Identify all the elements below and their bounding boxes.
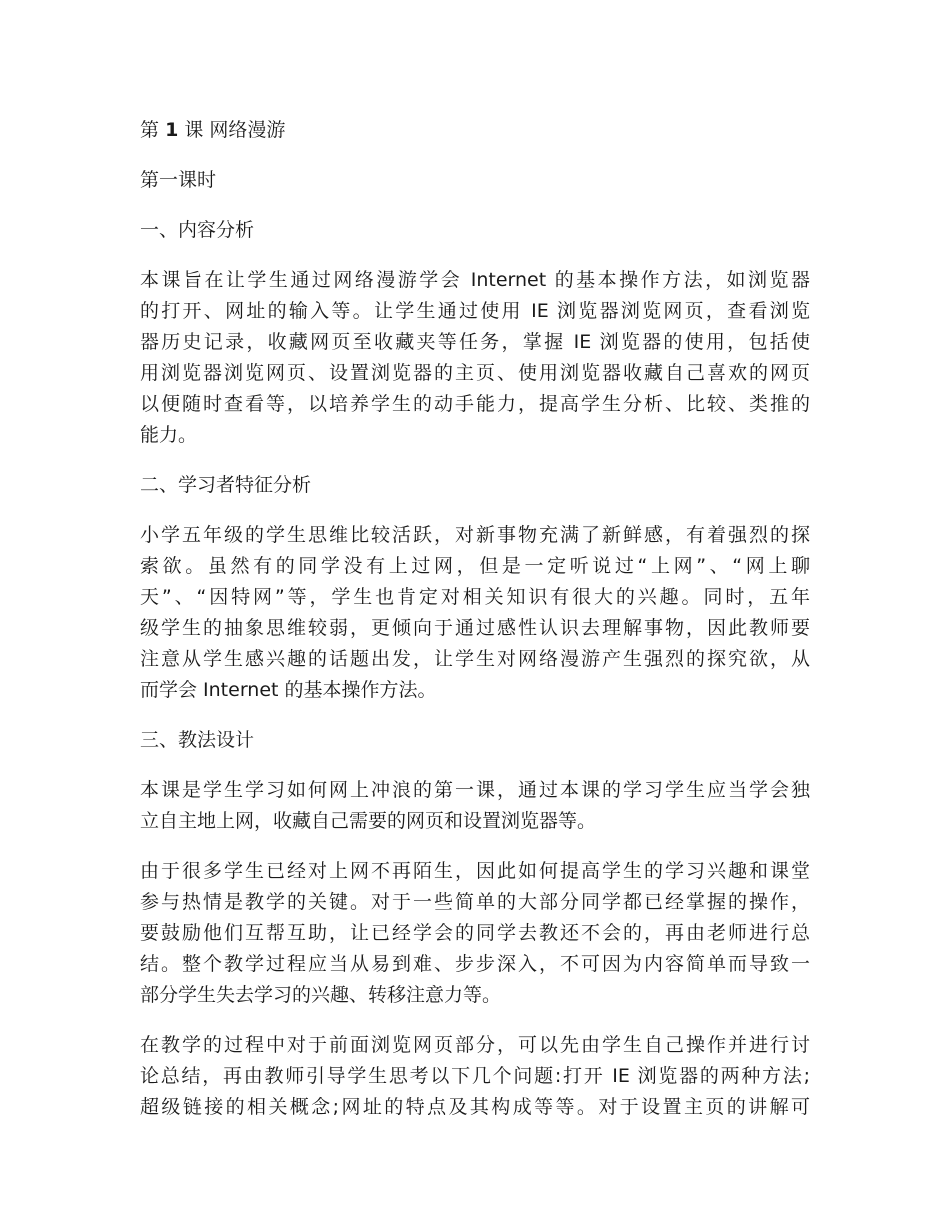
section-3-paragraph-3 — [140, 1030, 810, 1123]
paragraph-line: 级学生的抽象思维较弱，更倾向于通过感性认识去理解事物，因此教师要 — [140, 617, 810, 639]
paragraph-line: 小学五年级的学生思维比较活跃，对新事物充满了新鲜感，有着强烈的探 — [140, 524, 810, 546]
paragraph-line: 超级链接的相关概念;网址的特点及其构成等等。对于设置主页的讲解可 — [140, 1096, 810, 1118]
paragraph-line: 立自主地上网，收藏自己需要的网页和设置浏览器等。 — [140, 810, 597, 832]
paragraph-line: 天”、“因特网”等，学生也肯定对相关知识有很大的兴趣。同时，五年 — [140, 586, 810, 608]
lesson-period: 第一课时 — [140, 169, 217, 191]
section-2-paragraph — [140, 520, 810, 706]
paragraph-line: 的打开、网址的输入等。让学生通过使用 IE 浏览器浏览网页，查看浏览 — [140, 300, 810, 322]
paragraph-line: 论总结，再由教师引导学生思考以下几个问题:打开 IE 浏览器的两种方法; — [140, 1065, 810, 1087]
paragraph-line: 用浏览器浏览网页、设置浏览器的主页、使用浏览器收藏自己喜欢的网页 — [140, 362, 810, 384]
title-number: 1 — [165, 119, 179, 141]
paragraph-line: 参与热情是教学的关键。对于一些简单的大部分同学都已经掌握的操作， — [140, 891, 810, 913]
section-2-heading: 二、学习者特征分析 — [140, 474, 312, 496]
paragraph-line: 以便随时查看等，以培养学生的动手能力，提高学生分析、比较、类推的 — [140, 393, 810, 415]
section-3-paragraph-1 — [140, 775, 810, 837]
paragraph-line: 部分学生失去学习的兴趣、转移注意力等。 — [140, 984, 502, 1006]
section-3-paragraph-2 — [140, 856, 810, 1011]
paragraph-line: 本课旨在让学生通过网络漫游学会 Internet 的基本操作方法，如浏览器 — [140, 269, 810, 291]
paragraph-line: 而学会 Internet 的基本操作方法。 — [140, 679, 437, 701]
paragraph-line: 由于很多学生已经对上网不再陌生，因此如何提高学生的学习兴趣和课堂 — [140, 860, 810, 882]
paragraph-line: 结。整个教学过程应当从易到难、步步深入，不可因为内容简单而导致一 — [140, 953, 810, 975]
paragraph-line: 器历史记录，收藏网页至收藏夹等任务，掌握 IE 浏览器的使用，包括使 — [140, 331, 810, 353]
paragraph-line: 索欲。虽然有的同学没有上过网，但是一定听说过“上网”、“网上聊 — [140, 555, 810, 577]
paragraph-line: 注意从学生感兴趣的话题出发，让学生对网络漫游产生强烈的探究欲，从 — [140, 648, 810, 670]
paragraph-line: 要鼓励他们互帮互助，让已经学会的同学去教还不会的，再由老师进行总 — [140, 922, 810, 944]
title-prefix: 第 — [140, 119, 160, 141]
section-1-heading: 一、内容分析 — [140, 219, 255, 241]
title-suffix: 课 网络漫游 — [184, 119, 286, 141]
lesson-title — [140, 115, 810, 146]
section-3-heading: 三、教法设计 — [140, 729, 255, 751]
section-1-paragraph — [140, 265, 810, 451]
paragraph-line: 本课是学生学习如何网上冲浪的第一课，通过本课的学习学生应当学会独 — [140, 779, 810, 801]
paragraph-line: 在教学的过程中对于前面浏览网页部分，可以先由学生自己操作并进行讨 — [140, 1034, 810, 1056]
paragraph-line: 能力。 — [140, 424, 198, 446]
